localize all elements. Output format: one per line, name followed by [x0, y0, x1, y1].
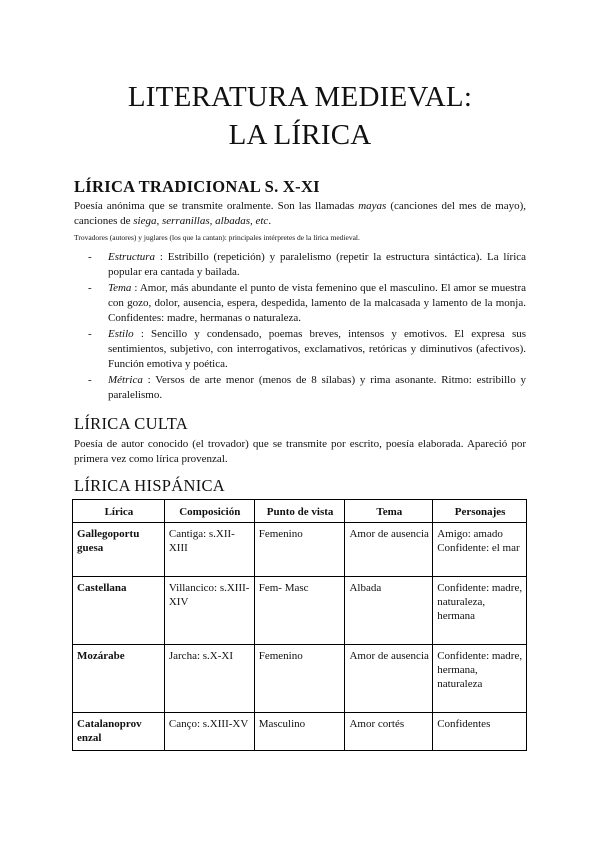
cell-lirica: Gallegoportu guesa — [73, 523, 165, 577]
tradicional-features-list — [74, 250, 526, 404]
list-item — [74, 327, 526, 372]
heading-lirica-hispanica: LÍRICA HISPÁNICA — [74, 476, 226, 495]
cell-lirica: Mozárabe — [73, 645, 165, 713]
cell-composicion: Villancico: s.XIII-XIV — [164, 577, 254, 645]
trovadores-note: Trovadores (autores) y juglares (los que la cantan): principales intérpretes de la lírica medieval. — [74, 233, 360, 242]
intro-mayas: mayas — [358, 200, 387, 212]
bullet-dash: - — [88, 282, 92, 294]
item-text: : Amor, más abundante el punto de vista femenino que el masculino. El amor se muestra con gozo, dolor, ausencia, espera, despedida, lamento de la malcasada y lamento de la monja. Confidentes: madre, hermanas o naturaleza. — [108, 282, 527, 324]
item-term: Estilo — [108, 328, 134, 340]
intro-types: siega, serranillas, albadas, etc — [133, 215, 269, 227]
cell-lirica: Castellana — [73, 577, 165, 645]
intro-text-a: Poesía anónima que se transmite oralmente. Son las llamadas — [74, 200, 359, 212]
cell-tema: Amor de ausencia — [345, 645, 433, 713]
bullet-dash: - — [88, 374, 92, 386]
cell-tema: Amor de ausencia — [345, 523, 433, 577]
table-row — [73, 523, 527, 577]
cell-lirica: Catalanoprov enzal — [73, 713, 165, 751]
item-text: : Estribillo (repetición) y paralelismo (repetir la estructura sintáctica). La lírica popular era cantada y bailada. — [108, 251, 527, 278]
column-header: Lírica — [73, 500, 165, 523]
cell-punto-de-vista: Fem- Masc — [254, 577, 345, 645]
item-term: Métrica — [108, 374, 143, 386]
item-text: : Sencillo y condensado, poemas breves, intensos y emotivos. El expresa sus sentimientos, subjetivo, con interrogativos, exclamativos, retóricas y diminutivos (afectivos). Función emotiva y poética. — [108, 328, 527, 370]
list-item — [74, 250, 526, 280]
cell-composicion: Canço: s.XIII-XV — [164, 713, 254, 751]
table-header-row — [73, 500, 527, 523]
item-text: : Versos de arte menor (menos de 8 sílabas) y rima asonante. Ritmo: estribillo y paralelismo. — [108, 374, 526, 401]
column-header: Composición — [164, 500, 254, 523]
bullet-dash: - — [88, 251, 92, 263]
culta-text: Poesía de autor conocido (el trovador) que se transmite por escrito, poesía elaborada. Apareció por primera vez como lírica provenzal. — [74, 438, 526, 465]
title-line-1: LITERATURA MEDIEVAL: — [127, 81, 473, 113]
cell-tema: Amor cortés — [345, 713, 433, 751]
tradicional-intro — [74, 199, 526, 229]
cell-personajes: Confidente: madre, naturaleza, hermana — [433, 577, 527, 645]
cell-composicion: Cantiga: s.XII-XIII — [164, 523, 254, 577]
lirica-hispanica-table — [72, 499, 527, 751]
cell-personajes: Amigo: amado Confidente: el mar — [433, 523, 527, 577]
intro-text-b: (canciones del mes de mayo), canciones de — [74, 200, 526, 227]
item-term: Estructura — [108, 251, 156, 263]
cell-tema: Albada — [345, 577, 433, 645]
cell-punto-de-vista: Masculino — [254, 713, 345, 751]
intro-text-c: . — [268, 215, 272, 227]
heading-lirica-culta: LÍRICA CULTA — [74, 414, 188, 433]
page-title — [0, 78, 600, 154]
cell-punto-de-vista: Femenino — [254, 523, 345, 577]
list-item — [74, 373, 526, 403]
item-term: Tema — [108, 282, 132, 294]
column-header: Personajes — [433, 500, 527, 523]
list-item — [74, 281, 526, 326]
cell-punto-de-vista: Femenino — [254, 645, 345, 713]
table-row — [73, 713, 527, 751]
cell-personajes: Confidentes — [433, 713, 527, 751]
cell-composicion: Jarcha: s.X-XI — [164, 645, 254, 713]
column-header: Punto de vista — [254, 500, 345, 523]
cell-personajes: Confidente: madre, hermana, naturaleza — [433, 645, 527, 713]
bullet-dash: - — [88, 328, 92, 340]
heading-lirica-tradicional: LÍRICA TRADICIONAL S. X-XI — [74, 177, 320, 196]
table-row — [73, 577, 527, 645]
table-row — [73, 645, 527, 713]
title-line-2: LA LÍRICA — [228, 119, 372, 151]
column-header: Tema — [345, 500, 433, 523]
